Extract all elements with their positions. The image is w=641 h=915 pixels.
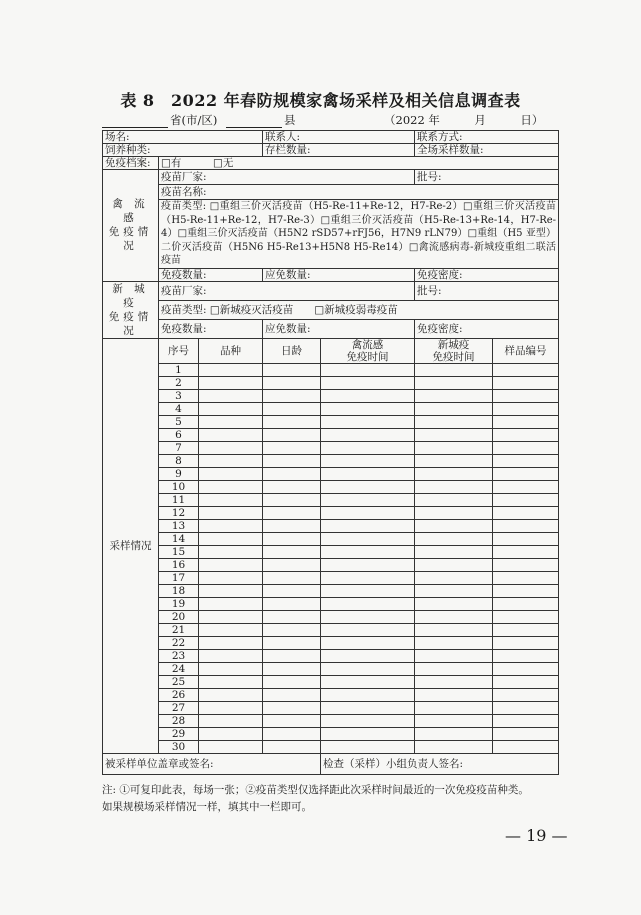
newcastle-time-cell[interactable] bbox=[415, 363, 493, 376]
newcastle-time-cell[interactable] bbox=[415, 727, 493, 740]
sample-id-cell[interactable] bbox=[493, 506, 559, 519]
table-row bbox=[103, 545, 559, 558]
newcastle-time-cell[interactable] bbox=[415, 545, 493, 558]
row-index: 12 bbox=[159, 506, 199, 519]
newcastle-batch-field[interactable]: 批号: bbox=[415, 281, 559, 300]
sample-id-cell[interactable] bbox=[493, 441, 559, 454]
sample-id-cell[interactable] bbox=[493, 623, 559, 636]
age-cell[interactable] bbox=[263, 454, 321, 467]
col-header-breed: 品种 bbox=[199, 338, 263, 363]
age-cell[interactable] bbox=[263, 480, 321, 493]
age-cell[interactable] bbox=[263, 662, 321, 675]
newcastle-due-field[interactable]: 应免数量: bbox=[263, 319, 415, 338]
avian-time-cell[interactable] bbox=[321, 415, 415, 428]
avian-time-cell[interactable] bbox=[321, 701, 415, 714]
avian-time-cell[interactable] bbox=[321, 597, 415, 610]
contact-field[interactable]: 联系人: bbox=[263, 131, 415, 144]
date-label: （2022 年 月 日） bbox=[384, 113, 544, 127]
newcastle-time-cell[interactable] bbox=[415, 701, 493, 714]
sample-id-cell[interactable] bbox=[493, 363, 559, 376]
age-cell[interactable] bbox=[263, 428, 321, 441]
breed-cell[interactable] bbox=[199, 376, 263, 389]
table-row bbox=[103, 415, 559, 428]
row-index: 5 bbox=[159, 415, 199, 428]
breed-cell[interactable] bbox=[199, 363, 263, 376]
avian-time-cell[interactable] bbox=[321, 649, 415, 662]
farm-name-field[interactable]: 场名: bbox=[103, 131, 263, 144]
sample-id-cell[interactable] bbox=[493, 597, 559, 610]
table-row bbox=[103, 623, 559, 636]
avian-time-cell[interactable] bbox=[321, 714, 415, 727]
breed-cell[interactable] bbox=[199, 623, 263, 636]
newcastle-time-cell[interactable] bbox=[415, 532, 493, 545]
sample-id-cell[interactable] bbox=[493, 519, 559, 532]
age-cell[interactable] bbox=[263, 597, 321, 610]
age-cell[interactable] bbox=[263, 506, 321, 519]
col-header-index: 序号 bbox=[159, 338, 199, 363]
row-index: 29 bbox=[159, 727, 199, 740]
col-header-avian-time: 禽流感 免疫时间 bbox=[321, 338, 415, 363]
newcastle-time-cell[interactable] bbox=[415, 467, 493, 480]
newcastle-time-cell[interactable] bbox=[415, 506, 493, 519]
row-index: 15 bbox=[159, 545, 199, 558]
row-index: 20 bbox=[159, 610, 199, 623]
table-row bbox=[103, 428, 559, 441]
sample-id-cell[interactable] bbox=[493, 480, 559, 493]
newcastle-section-label: 新 城 疫 免疫情况 bbox=[103, 281, 159, 338]
row-index: 24 bbox=[159, 662, 199, 675]
sample-id-cell[interactable] bbox=[493, 714, 559, 727]
breed-cell[interactable] bbox=[199, 701, 263, 714]
archive-options[interactable] bbox=[159, 157, 559, 170]
table-row bbox=[103, 480, 559, 493]
sample-id-cell[interactable] bbox=[493, 389, 559, 402]
newcastle-time-cell[interactable] bbox=[415, 558, 493, 571]
breed-cell[interactable] bbox=[199, 519, 263, 532]
avian-due-field[interactable]: 应免数量: bbox=[263, 268, 415, 281]
table-row bbox=[103, 714, 559, 727]
breed-cell[interactable] bbox=[199, 558, 263, 571]
row-index: 10 bbox=[159, 480, 199, 493]
footnotes bbox=[102, 782, 572, 816]
avian-density-field[interactable]: 免疫密度: bbox=[415, 268, 559, 281]
sample-id-cell[interactable] bbox=[493, 545, 559, 558]
age-cell[interactable] bbox=[263, 545, 321, 558]
table-row bbox=[103, 649, 559, 662]
table-row bbox=[103, 389, 559, 402]
avian-time-cell[interactable] bbox=[321, 467, 415, 480]
breed-cell[interactable] bbox=[199, 597, 263, 610]
note-line: 注: ①可复印此表，每场一张；②疫苗类型仅选择距此次采样时间最近的一次免疫疫苗种类。 bbox=[102, 784, 529, 796]
avian-time-cell[interactable] bbox=[321, 389, 415, 402]
table-row bbox=[103, 558, 559, 571]
age-cell[interactable] bbox=[263, 402, 321, 415]
sample-id-cell[interactable] bbox=[493, 467, 559, 480]
age-cell[interactable] bbox=[263, 467, 321, 480]
age-cell[interactable] bbox=[263, 441, 321, 454]
newcastle-vaccine-maker-field[interactable]: 疫苗厂家: bbox=[159, 281, 415, 300]
breed-cell[interactable] bbox=[199, 545, 263, 558]
avian-time-cell[interactable] bbox=[321, 740, 415, 753]
row-index: 4 bbox=[159, 402, 199, 415]
row-index: 18 bbox=[159, 584, 199, 597]
newcastle-vaccine-type-options[interactable]: 疫苗类型: □新城疫灭活疫苗 □新城疫弱毒疫苗 bbox=[159, 300, 559, 319]
newcastle-time-cell[interactable] bbox=[415, 428, 493, 441]
age-cell[interactable] bbox=[263, 558, 321, 571]
breed-cell[interactable] bbox=[199, 480, 263, 493]
newcastle-time-cell[interactable] bbox=[415, 454, 493, 467]
newcastle-time-cell[interactable] bbox=[415, 519, 493, 532]
row-index: 14 bbox=[159, 532, 199, 545]
table-row bbox=[103, 584, 559, 597]
breed-cell[interactable] bbox=[199, 727, 263, 740]
breed-cell[interactable] bbox=[199, 389, 263, 402]
avian-time-cell[interactable] bbox=[321, 584, 415, 597]
sample-id-cell[interactable] bbox=[493, 428, 559, 441]
header-line bbox=[102, 113, 558, 128]
avian-count-field[interactable]: 免疫数量: bbox=[159, 268, 263, 281]
age-cell[interactable] bbox=[263, 389, 321, 402]
avian-time-cell[interactable] bbox=[321, 376, 415, 389]
table-row bbox=[103, 610, 559, 623]
newcastle-time-cell[interactable] bbox=[415, 441, 493, 454]
table-row bbox=[103, 402, 559, 415]
age-cell[interactable] bbox=[263, 714, 321, 727]
row-index: 25 bbox=[159, 675, 199, 688]
row-index: 11 bbox=[159, 493, 199, 506]
avian-time-cell[interactable] bbox=[321, 428, 415, 441]
breed-cell[interactable] bbox=[199, 506, 263, 519]
age-cell[interactable] bbox=[263, 376, 321, 389]
avian-vaccine-name-field[interactable]: 疫苗名称: bbox=[159, 185, 559, 200]
avian-time-cell[interactable] bbox=[321, 662, 415, 675]
age-cell[interactable] bbox=[263, 363, 321, 376]
row-index: 21 bbox=[159, 623, 199, 636]
sampling-section-label: 采样情况 bbox=[103, 338, 159, 753]
breed-cell[interactable] bbox=[199, 454, 263, 467]
age-cell[interactable] bbox=[263, 701, 321, 714]
avian-time-cell[interactable] bbox=[321, 519, 415, 532]
breed-cell[interactable] bbox=[199, 714, 263, 727]
sample-id-cell[interactable] bbox=[493, 610, 559, 623]
sample-id-cell[interactable] bbox=[493, 584, 559, 597]
note-line: 如果规模场采样情况一样，填其中一栏即可。 bbox=[102, 801, 312, 813]
avian-time-cell[interactable] bbox=[321, 623, 415, 636]
table-row bbox=[103, 441, 559, 454]
sample-id-cell[interactable] bbox=[493, 662, 559, 675]
newcastle-time-cell[interactable] bbox=[415, 389, 493, 402]
breed-cell[interactable] bbox=[199, 675, 263, 688]
row-index: 27 bbox=[159, 701, 199, 714]
sample-id-cell[interactable] bbox=[493, 740, 559, 753]
avian-time-cell[interactable] bbox=[321, 493, 415, 506]
table-row bbox=[103, 493, 559, 506]
stock-field[interactable]: 存栏数量: bbox=[263, 144, 415, 157]
row-index: 2 bbox=[159, 376, 199, 389]
table-row bbox=[103, 376, 559, 389]
avian-time-cell[interactable] bbox=[321, 506, 415, 519]
age-cell[interactable] bbox=[263, 649, 321, 662]
table-row bbox=[103, 363, 559, 376]
breed-cell[interactable] bbox=[199, 688, 263, 701]
avian-time-cell[interactable] bbox=[321, 441, 415, 454]
sample-id-cell[interactable] bbox=[493, 454, 559, 467]
row-index: 1 bbox=[159, 363, 199, 376]
phone-field[interactable]: 联系方式: bbox=[415, 131, 559, 144]
table-row bbox=[103, 532, 559, 545]
col-header-age: 日龄 bbox=[263, 338, 321, 363]
sample-id-cell[interactable] bbox=[493, 376, 559, 389]
sample-id-cell[interactable] bbox=[493, 675, 559, 688]
breed-cell[interactable] bbox=[199, 649, 263, 662]
newcastle-time-cell[interactable] bbox=[415, 636, 493, 649]
newcastle-time-cell[interactable] bbox=[415, 662, 493, 675]
newcastle-time-cell[interactable] bbox=[415, 688, 493, 701]
avian-time-cell[interactable] bbox=[321, 532, 415, 545]
county-field[interactable] bbox=[226, 113, 282, 128]
avian-batch-field[interactable]: 批号: bbox=[415, 170, 559, 185]
archive-label: 免疫档案: bbox=[103, 157, 159, 170]
table-row bbox=[103, 662, 559, 675]
table-row bbox=[103, 727, 559, 740]
sampling-total-field[interactable]: 全场采样数量: bbox=[415, 144, 559, 157]
avian-time-cell[interactable] bbox=[321, 363, 415, 376]
sample-id-cell[interactable] bbox=[493, 701, 559, 714]
age-cell[interactable] bbox=[263, 571, 321, 584]
row-index: 3 bbox=[159, 389, 199, 402]
row-index: 30 bbox=[159, 740, 199, 753]
newcastle-time-cell[interactable] bbox=[415, 402, 493, 415]
age-cell[interactable] bbox=[263, 636, 321, 649]
age-cell[interactable] bbox=[263, 740, 321, 753]
age-cell[interactable] bbox=[263, 532, 321, 545]
archive-no-checkbox[interactable]: □无 bbox=[213, 157, 234, 169]
breed-cell[interactable] bbox=[199, 584, 263, 597]
row-index: 28 bbox=[159, 714, 199, 727]
table-row bbox=[103, 597, 559, 610]
newcastle-time-cell[interactable] bbox=[415, 623, 493, 636]
table-row bbox=[103, 636, 559, 649]
breed-cell[interactable] bbox=[199, 571, 263, 584]
breed-cell[interactable] bbox=[199, 636, 263, 649]
row-index: 22 bbox=[159, 636, 199, 649]
page-number: — 19 — bbox=[505, 826, 568, 845]
avian-vaccine-maker-field[interactable]: 疫苗厂家: bbox=[159, 170, 415, 185]
avian-time-cell[interactable] bbox=[321, 480, 415, 493]
sample-id-cell[interactable] bbox=[493, 636, 559, 649]
row-index: 17 bbox=[159, 571, 199, 584]
row-index: 16 bbox=[159, 558, 199, 571]
age-cell[interactable] bbox=[263, 675, 321, 688]
newcastle-time-cell[interactable] bbox=[415, 571, 493, 584]
province-field[interactable] bbox=[102, 113, 168, 128]
avian-time-cell[interactable] bbox=[321, 571, 415, 584]
row-index: 9 bbox=[159, 467, 199, 480]
breed-cell[interactable] bbox=[199, 415, 263, 428]
newcastle-time-cell[interactable] bbox=[415, 714, 493, 727]
row-index: 26 bbox=[159, 688, 199, 701]
breed-cell[interactable] bbox=[199, 740, 263, 753]
sample-id-cell[interactable] bbox=[493, 493, 559, 506]
breed-cell[interactable] bbox=[199, 402, 263, 415]
newcastle-time-cell[interactable] bbox=[415, 740, 493, 753]
sample-id-cell[interactable] bbox=[493, 571, 559, 584]
sample-id-cell[interactable] bbox=[493, 688, 559, 701]
sample-id-cell[interactable] bbox=[493, 649, 559, 662]
age-cell[interactable] bbox=[263, 519, 321, 532]
page-title: 表 8 2022 年春防规模家禽场采样及相关信息调查表 bbox=[120, 91, 521, 110]
avian-time-cell[interactable] bbox=[321, 454, 415, 467]
avian-time-cell[interactable] bbox=[321, 636, 415, 649]
table-row bbox=[103, 740, 559, 753]
newcastle-time-cell[interactable] bbox=[415, 376, 493, 389]
sample-id-cell[interactable] bbox=[493, 402, 559, 415]
row-index: 6 bbox=[159, 428, 199, 441]
sample-id-cell[interactable] bbox=[493, 415, 559, 428]
age-cell[interactable] bbox=[263, 415, 321, 428]
table-row bbox=[103, 688, 559, 701]
avian-time-cell[interactable] bbox=[321, 727, 415, 740]
table-row bbox=[103, 467, 559, 480]
breed-cell[interactable] bbox=[199, 662, 263, 675]
col-header-newcastle-time: 新城疫 免疫时间 bbox=[415, 338, 493, 363]
sample-id-cell[interactable] bbox=[493, 558, 559, 571]
breed-cell[interactable] bbox=[199, 532, 263, 545]
avian-time-cell[interactable] bbox=[321, 688, 415, 701]
age-cell[interactable] bbox=[263, 623, 321, 636]
newcastle-time-cell[interactable] bbox=[415, 597, 493, 610]
avian-time-cell[interactable] bbox=[321, 545, 415, 558]
avian-time-cell[interactable] bbox=[321, 558, 415, 571]
row-index: 19 bbox=[159, 597, 199, 610]
newcastle-time-cell[interactable] bbox=[415, 649, 493, 662]
newcastle-time-cell[interactable] bbox=[415, 493, 493, 506]
row-index: 13 bbox=[159, 519, 199, 532]
sample-id-cell[interactable] bbox=[493, 727, 559, 740]
age-cell[interactable] bbox=[263, 584, 321, 597]
table-row bbox=[103, 571, 559, 584]
newcastle-time-cell[interactable] bbox=[415, 675, 493, 688]
col-header-sample-id: 样品编号 bbox=[493, 338, 559, 363]
newcastle-time-cell[interactable] bbox=[415, 415, 493, 428]
breed-cell[interactable] bbox=[199, 610, 263, 623]
avian-time-cell[interactable] bbox=[321, 610, 415, 623]
newcastle-time-cell[interactable] bbox=[415, 480, 493, 493]
table-row bbox=[103, 454, 559, 467]
inspector-signature-field[interactable]: 检查（采样）小组负责人签名: bbox=[321, 753, 559, 774]
archive-yes-checkbox[interactable]: □有 bbox=[161, 157, 182, 169]
newcastle-time-cell[interactable] bbox=[415, 584, 493, 597]
breed-cell[interactable] bbox=[199, 441, 263, 454]
avian-flu-section-label: 禽 流 感 免疫情况 bbox=[103, 170, 159, 282]
unit-signature-field[interactable]: 被采样单位盖章或签名: bbox=[103, 753, 321, 774]
row-index: 23 bbox=[159, 649, 199, 662]
avian-time-cell[interactable] bbox=[321, 402, 415, 415]
newcastle-count-field[interactable]: 免疫数量: bbox=[159, 319, 263, 338]
age-cell[interactable] bbox=[263, 727, 321, 740]
age-cell[interactable] bbox=[263, 610, 321, 623]
province-label: 省(市/区) bbox=[170, 113, 218, 127]
breed-cell[interactable] bbox=[199, 467, 263, 480]
table-row bbox=[103, 675, 559, 688]
newcastle-time-cell[interactable] bbox=[415, 610, 493, 623]
row-index: 8 bbox=[159, 454, 199, 467]
table-row bbox=[103, 701, 559, 714]
row-index: 7 bbox=[159, 441, 199, 454]
breed-cell[interactable] bbox=[199, 428, 263, 441]
age-cell[interactable] bbox=[263, 493, 321, 506]
newcastle-density-field[interactable]: 免疫密度: bbox=[415, 319, 559, 338]
age-cell[interactable] bbox=[263, 688, 321, 701]
county-label: 县 bbox=[284, 113, 296, 127]
species-field[interactable]: 饲养种类: bbox=[103, 144, 263, 157]
table-row bbox=[103, 506, 559, 519]
survey-form bbox=[102, 130, 559, 775]
avian-time-cell[interactable] bbox=[321, 675, 415, 688]
avian-vaccine-type-options[interactable]: 疫苗类型: □重组三价灭活疫苗（H5-Re-11+Re-12，H7-Re-2）□重组三价灭活疫苗（H5-Re-11+Re-12，H7-Re-3）□重组三价灭活疫苗（H5-Re-13+Re-14，H7-Re-4）□重组三价灭活疫苗（H5N2 rSD57+rFJ56，H7N9 rLN79）□重组（H5 亚型）二价灭活疫苗（H5N6 H5-Re13+H5N8 H5-Re14）□禽流感病毒-新城疫重组二联活疫苗 bbox=[159, 200, 559, 269]
breed-cell[interactable] bbox=[199, 493, 263, 506]
table-row bbox=[103, 519, 559, 532]
sample-id-cell[interactable] bbox=[493, 532, 559, 545]
